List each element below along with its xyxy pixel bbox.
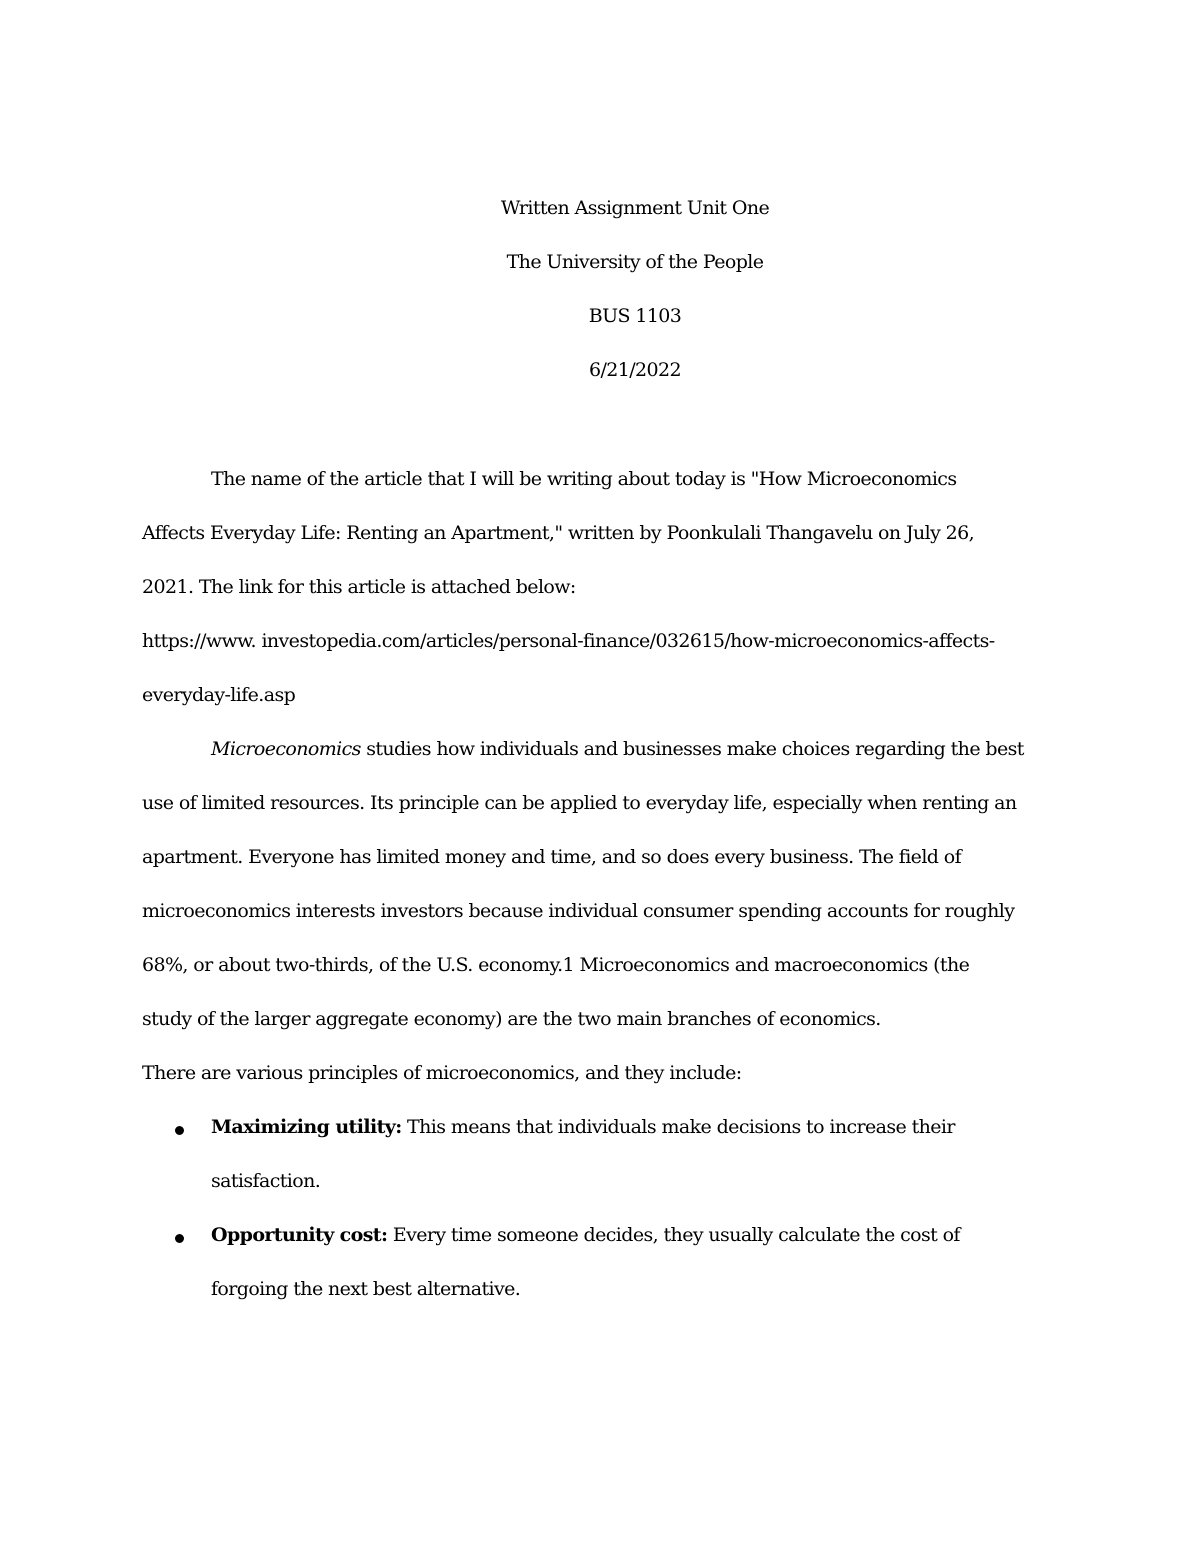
article-link-line-1: https://www. investopedia.com/articles/personal-finance/032615/how-microeconomics-affects- bbox=[142, 630, 995, 652]
list-item-1-line-2: satisfaction. bbox=[211, 1170, 321, 1192]
document-date: 6/21/2022 bbox=[588, 359, 682, 381]
list-item-1-line-1-rest: This means that individuals make decisions to increase their bbox=[401, 1116, 955, 1138]
article-link-line-2: everyday-life.asp bbox=[142, 684, 296, 706]
list-item-1-term: Maximizing utility: bbox=[211, 1116, 402, 1138]
paragraph-1-line-1: The name of the article that I will be writing about today is "How Microeconomics bbox=[211, 468, 957, 490]
institution-name: The University of the People bbox=[506, 251, 764, 273]
list-item-1-line-1 bbox=[211, 1116, 955, 1138]
paragraph-1-line-3: 2021. The link for this article is attached below: bbox=[142, 576, 576, 598]
paragraph-1-line-2: Affects Everyday Life: Renting an Apartment," written by Poonkulali Thangavelu on July 26, bbox=[142, 522, 975, 544]
microeconomics-term: Microeconomics bbox=[211, 738, 361, 760]
paragraph-3-line-1: There are various principles of microeconomics, and they include: bbox=[142, 1062, 742, 1084]
paragraph-2-line-1-rest: studies how individuals and businesses make choices regarding the best bbox=[360, 738, 1024, 760]
list-item-2-line-1-rest: Every time someone decides, they usually calculate the cost of bbox=[387, 1224, 960, 1246]
list-item-2-line-2: forgoing the next best alternative. bbox=[211, 1278, 521, 1300]
bullet-icon bbox=[175, 1234, 184, 1243]
document-title: Written Assignment Unit One bbox=[500, 197, 770, 219]
paragraph-2-line-2: use of limited resources. Its principle can be applied to everyday life, especially when renting an bbox=[142, 792, 1017, 814]
bullet-icon bbox=[175, 1126, 184, 1135]
paragraph-2-line-1 bbox=[211, 738, 1024, 760]
paragraph-2-line-5: 68%, or about two-thirds, of the U.S. economy.1 Microeconomics and macroeconomics (the bbox=[142, 954, 970, 976]
list-item-2-term: Opportunity cost: bbox=[211, 1224, 388, 1246]
course-code: BUS 1103 bbox=[588, 305, 682, 327]
paragraph-2-line-4: microeconomics interests investors because individual consumer spending accounts for roughly bbox=[142, 900, 1015, 922]
list-item-2-line-1 bbox=[211, 1224, 960, 1246]
paragraph-2-line-3: apartment. Everyone has limited money and time, and so does every business. The field of bbox=[142, 846, 962, 868]
paragraph-2-line-6: study of the larger aggregate economy) are the two main branches of economics. bbox=[142, 1008, 881, 1030]
